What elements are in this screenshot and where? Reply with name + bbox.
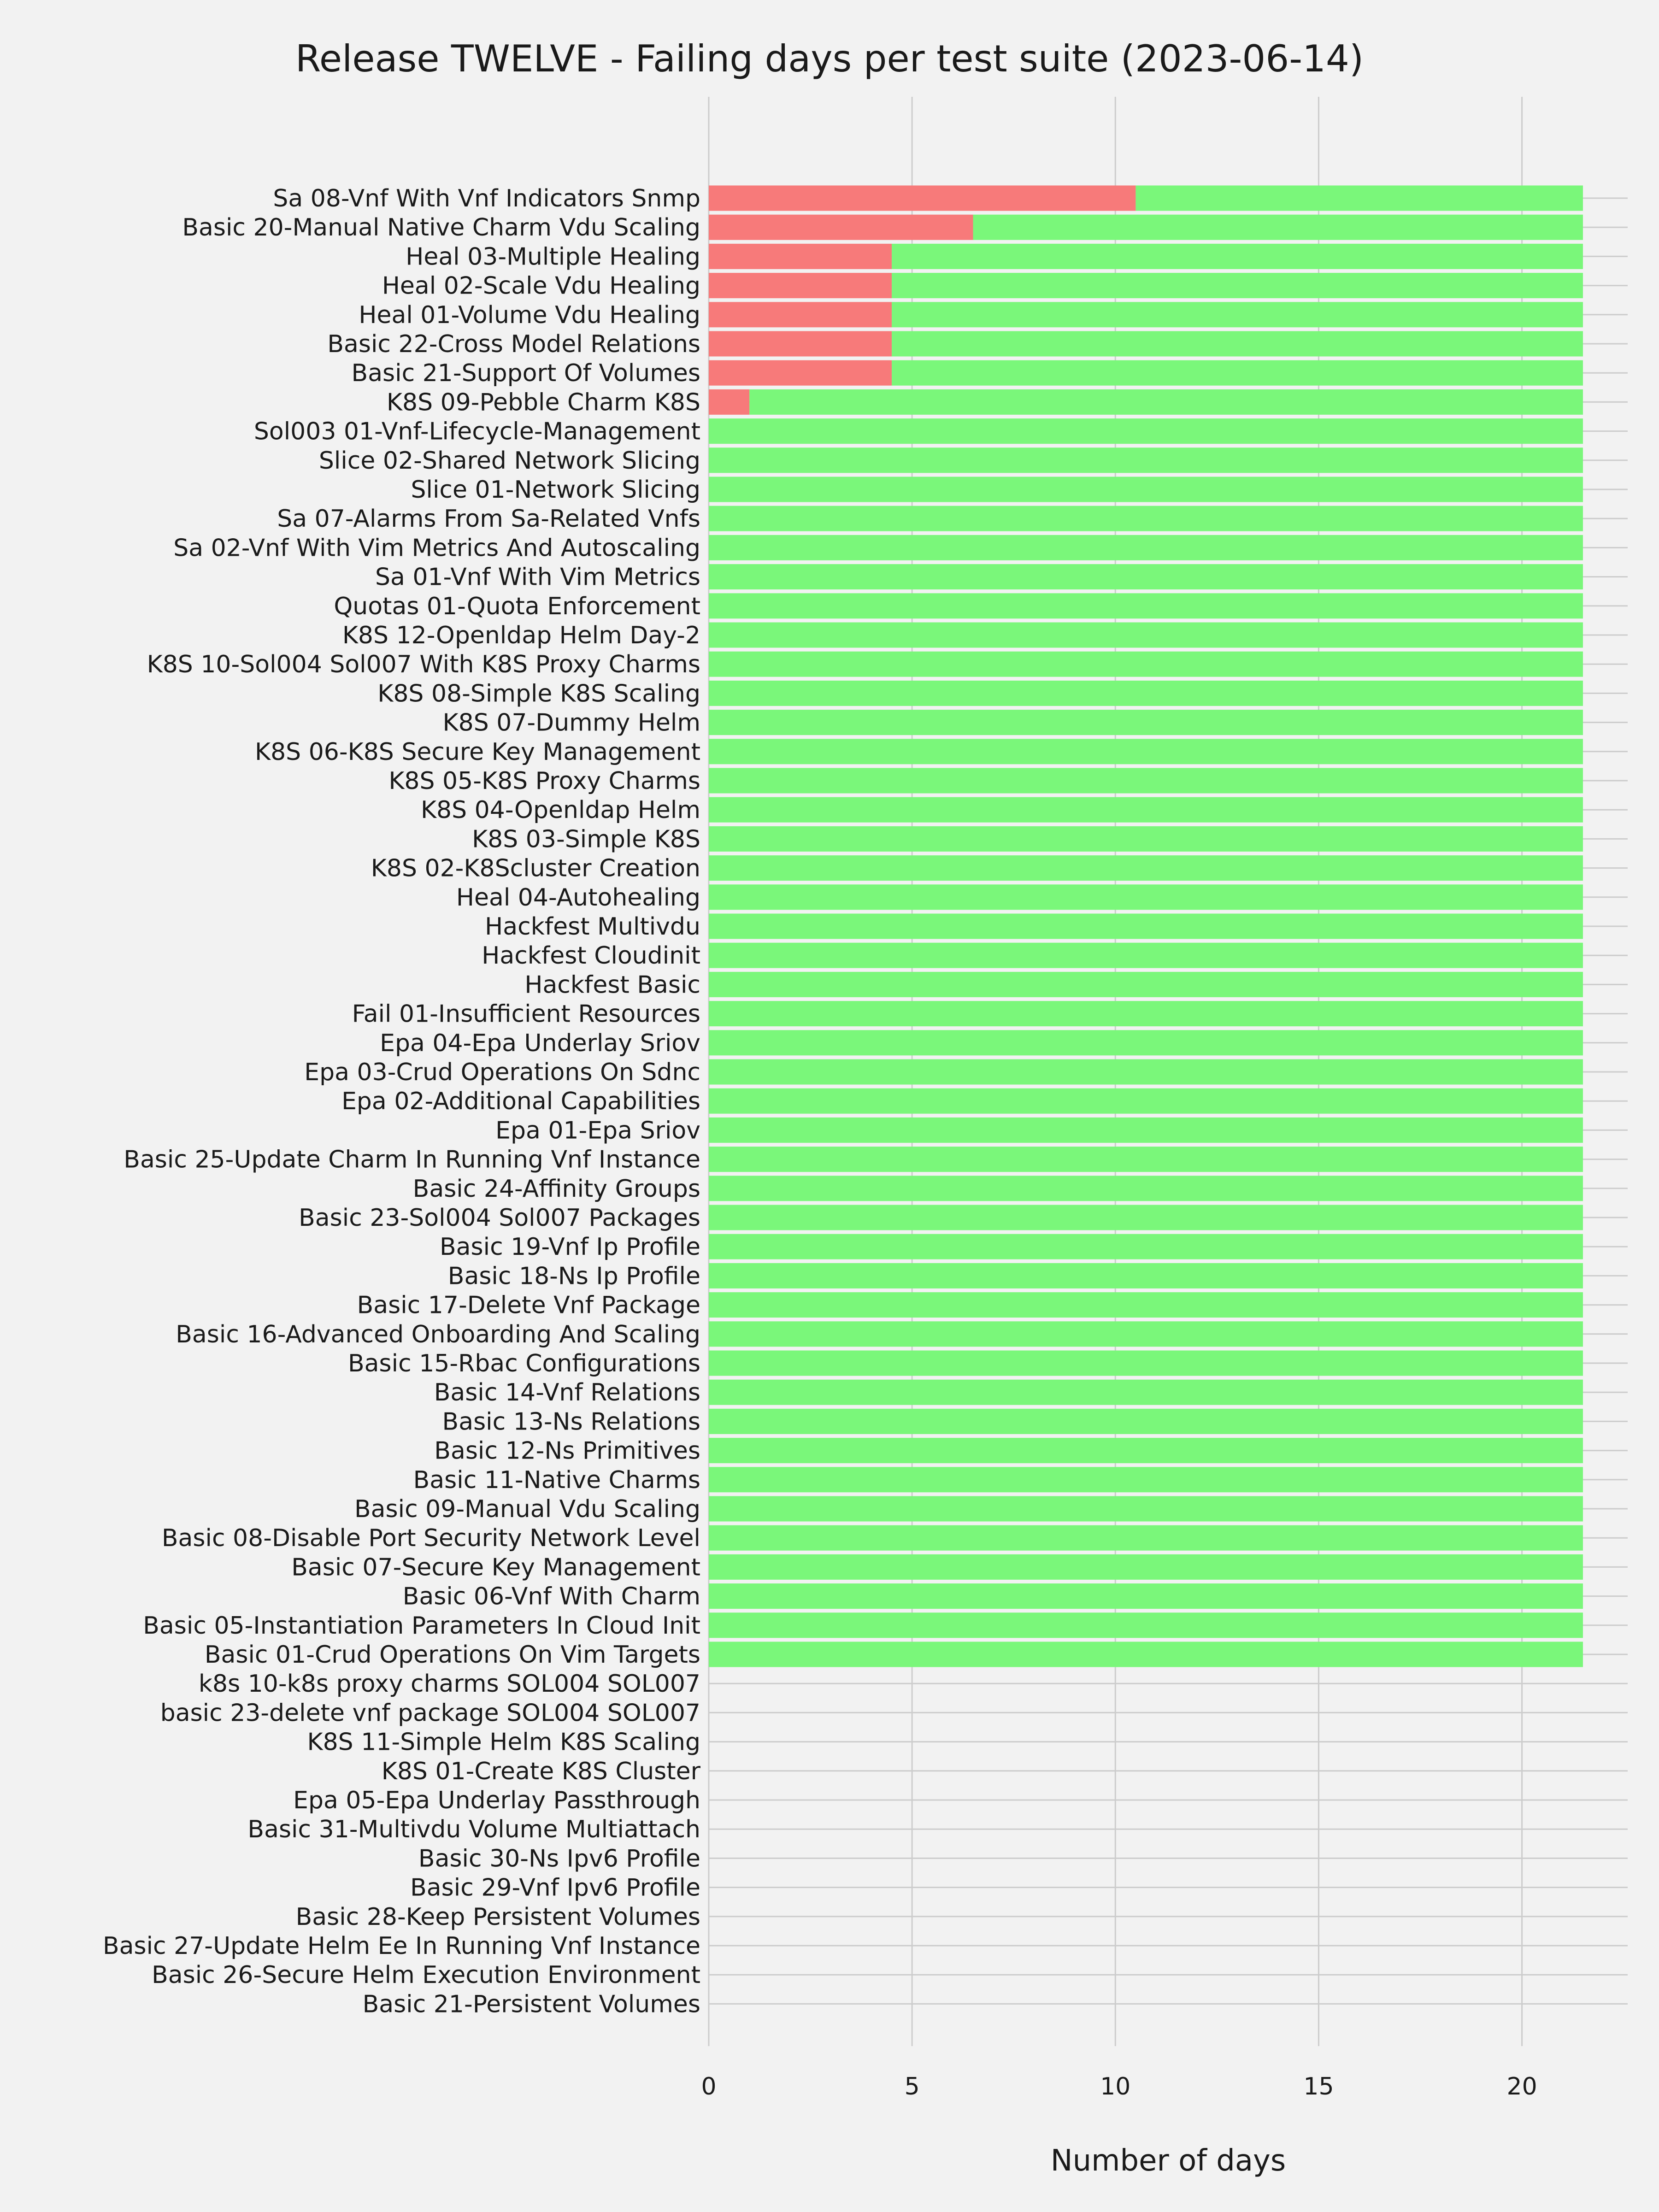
x-tick-label: 15 <box>1303 2073 1334 2100</box>
bar-passing <box>709 768 1583 794</box>
bar-passing <box>709 1059 1583 1085</box>
category-label: K8S 11-Simple Helm K8S Scaling <box>307 1728 700 1756</box>
bar-passing <box>709 623 1583 648</box>
category-label: Heal 04-Autohealing <box>456 883 700 912</box>
bar-passing <box>709 1380 1583 1405</box>
bar-passing <box>709 1409 1583 1434</box>
category-label: K8S 06-K8S Secure Key Management <box>254 738 700 766</box>
bar-failing <box>709 273 892 298</box>
bar-passing <box>709 1176 1583 1201</box>
bar-passing <box>892 302 1583 327</box>
bar-layer <box>709 186 1583 1667</box>
bar-passing <box>709 1118 1583 1143</box>
category-label: Slice 01-Network Slicing <box>411 476 700 504</box>
bar-passing <box>749 389 1583 415</box>
bar-passing <box>709 564 1583 589</box>
category-label: K8S 01-Create K8S Cluster <box>381 1757 700 1785</box>
category-label: K8S 09-Pebble Charm K8S <box>386 388 700 417</box>
bar-passing <box>973 215 1583 240</box>
bar-passing <box>709 418 1583 444</box>
bar-passing <box>709 681 1583 706</box>
bar-passing <box>709 447 1583 473</box>
chart-title: Release TWELVE - Failing days per test suite (2023-06-14) <box>295 37 1364 80</box>
category-label: Heal 02-Scale Vdu Healing <box>382 272 700 300</box>
bar-passing <box>709 506 1583 531</box>
category-label: Basic 15-Rbac Configurations <box>348 1350 700 1377</box>
bar-passing <box>892 273 1583 298</box>
category-label: K8S 07-Dummy Helm <box>442 709 700 737</box>
category-label: Epa 05-Epa Underlay Passthrough <box>293 1787 700 1814</box>
bar-passing <box>709 1147 1583 1172</box>
bar-passing <box>709 1351 1583 1376</box>
category-label: K8S 08-Simple K8S Scaling <box>377 680 700 708</box>
bar-failing <box>709 389 749 415</box>
category-label: Heal 01-Volume Vdu Healing <box>359 301 700 329</box>
bar-passing <box>709 593 1583 618</box>
category-label: Epa 04-Epa Underlay Sriov <box>380 1029 700 1057</box>
bar-passing <box>709 1001 1583 1026</box>
category-label: Basic 25-Update Charm In Running Vnf Instance <box>124 1146 700 1174</box>
bar-passing <box>709 1263 1583 1288</box>
category-label: Basic 13-Ns Relations <box>442 1408 700 1436</box>
category-label: K8S 03-Simple K8S <box>472 825 700 853</box>
bar-passing <box>709 797 1583 823</box>
category-label: Basic 22-Cross Model Relations <box>327 330 700 358</box>
bar-passing <box>709 1525 1583 1551</box>
category-label: Basic 26-Secure Helm Execution Environment <box>152 1961 700 1989</box>
bar-passing <box>709 914 1583 939</box>
bar-passing <box>709 1088 1583 1114</box>
category-label: Fail 01-Insufficient Resources <box>352 1000 700 1028</box>
category-label: Basic 20-Manual Native Charm Vdu Scaling <box>182 214 700 242</box>
category-label: Basic 07-Secure Key Management <box>291 1553 700 1582</box>
category-label: Epa 01-Epa Sriov <box>495 1117 700 1145</box>
x-tick-label: 10 <box>1100 2073 1131 2100</box>
category-label: Basic 24-Affinity Groups <box>412 1175 700 1203</box>
category-label: K8S 02-K8Scluster Creation <box>371 854 700 882</box>
bar-passing <box>709 1642 1583 1667</box>
category-label: Basic 27-Update Helm Ee In Running Vnf Instance <box>102 1932 700 1960</box>
bar-passing <box>709 535 1583 560</box>
bar-passing <box>709 826 1583 852</box>
category-label: K8S 05-K8S Proxy Charms <box>388 767 700 795</box>
category-label: Basic 01-Crud Operations On Vim Targets <box>204 1641 700 1669</box>
bar-failing <box>709 360 892 386</box>
category-label: k8s 10-k8s proxy charms SOL004 SOL007 <box>198 1670 700 1698</box>
category-label: Hackfest Cloudinit <box>482 942 700 970</box>
bar-passing <box>709 972 1583 997</box>
category-label: Basic 29-Vnf Ipv6 Profile <box>410 1874 700 1902</box>
bar-passing <box>709 1438 1583 1463</box>
category-label: Basic 19-Vnf Ip Profile <box>439 1233 700 1261</box>
bar-passing <box>709 1292 1583 1318</box>
bar-passing <box>709 884 1583 910</box>
category-label: Sa 01-Vnf With Vim Metrics <box>375 563 700 591</box>
bar-failing <box>709 186 1135 211</box>
x-tick-label: 0 <box>701 2073 717 2100</box>
category-label: K8S 04-Openldap Helm <box>420 796 700 824</box>
bar-failing <box>709 244 892 269</box>
category-label: Basic 28-Keep Persistent Volumes <box>295 1903 700 1931</box>
category-label: Slice 02-Shared Network Slicing <box>318 447 700 475</box>
category-label: basic 23-delete vnf package SOL004 SOL007 <box>160 1699 700 1727</box>
bar-passing <box>709 1205 1583 1230</box>
bar-passing <box>709 710 1583 735</box>
category-label: Basic 08-Disable Port Security Network Level <box>161 1524 700 1553</box>
bar-passing <box>892 244 1583 269</box>
category-label: Sa 02-Vnf With Vim Metrics And Autoscaling <box>173 534 700 562</box>
category-label: Basic 31-Multivdu Volume Multiattach <box>247 1816 700 1844</box>
category-label: Basic 11-Native Charms <box>413 1466 700 1494</box>
bar-passing <box>709 1467 1583 1492</box>
bar-passing <box>709 1612 1583 1638</box>
category-label: Basic 06-Vnf With Charm <box>402 1583 700 1611</box>
bar-passing <box>709 1583 1583 1609</box>
category-label: Epa 02-Additional Capabilities <box>341 1088 700 1116</box>
bar-passing <box>1135 186 1583 211</box>
bar-passing <box>709 477 1583 502</box>
category-label: Basic 12-Ns Primitives <box>434 1437 700 1465</box>
category-label: Sol003 01-Vnf-Lifecycle-Management <box>253 418 700 446</box>
bar-passing <box>709 943 1583 968</box>
bar-passing <box>892 360 1583 386</box>
bar-passing <box>709 1030 1583 1055</box>
category-label: Basic 18-Ns Ip Profile <box>447 1262 700 1290</box>
bar-passing <box>709 1321 1583 1347</box>
category-label: Heal 03-Multiple Healing <box>406 243 700 271</box>
category-label: Hackfest Basic <box>524 971 700 999</box>
category-label: Epa 03-Crud Operations On Sdnc <box>304 1059 700 1086</box>
bar-failing <box>709 331 892 357</box>
x-axis-label: Number of days <box>1050 2144 1286 2178</box>
x-tick-label: 5 <box>904 2073 920 2100</box>
category-label: K8S 12-Openldap Helm Day-2 <box>342 622 700 649</box>
bar-passing <box>709 1554 1583 1580</box>
category-label: Quotas 01-Quota Enforcement <box>334 592 700 620</box>
category-label: K8S 10-Sol004 Sol007 With K8S Proxy Charms <box>147 651 700 679</box>
bar-passing <box>709 1496 1583 1522</box>
category-label: Basic 21-Persistent Volumes <box>362 1990 700 2018</box>
bar-passing <box>709 1234 1583 1259</box>
category-label: Basic 09-Manual Vdu Scaling <box>354 1495 700 1523</box>
bar-passing <box>709 855 1583 881</box>
category-label: Basic 14-Vnf Relations <box>434 1379 700 1407</box>
category-label: Basic 23-Sol004 Sol007 Packages <box>299 1204 700 1232</box>
bar-failing <box>709 215 973 240</box>
category-label: Hackfest Multivdu <box>485 913 700 941</box>
category-label: Basic 16-Advanced Onboarding And Scaling <box>176 1320 700 1348</box>
x-tick-label: 20 <box>1506 2073 1537 2100</box>
category-label: Basic 17-Delete Vnf Package <box>357 1291 700 1319</box>
category-label: Basic 05-Instantiation Parameters In Cloud Init <box>143 1612 700 1640</box>
bar-failing <box>709 302 892 327</box>
category-label: Basic 30-Ns Ipv6 Profile <box>418 1845 700 1873</box>
bar-passing <box>709 652 1583 677</box>
category-label: Sa 08-Vnf With Vnf Indicators Snmp <box>273 185 700 212</box>
bar-passing <box>709 739 1583 764</box>
bar-passing <box>892 331 1583 357</box>
category-label: Basic 21-Support Of Volumes <box>351 359 700 388</box>
category-label: Sa 07-Alarms From Sa-Related Vnfs <box>277 505 700 533</box>
